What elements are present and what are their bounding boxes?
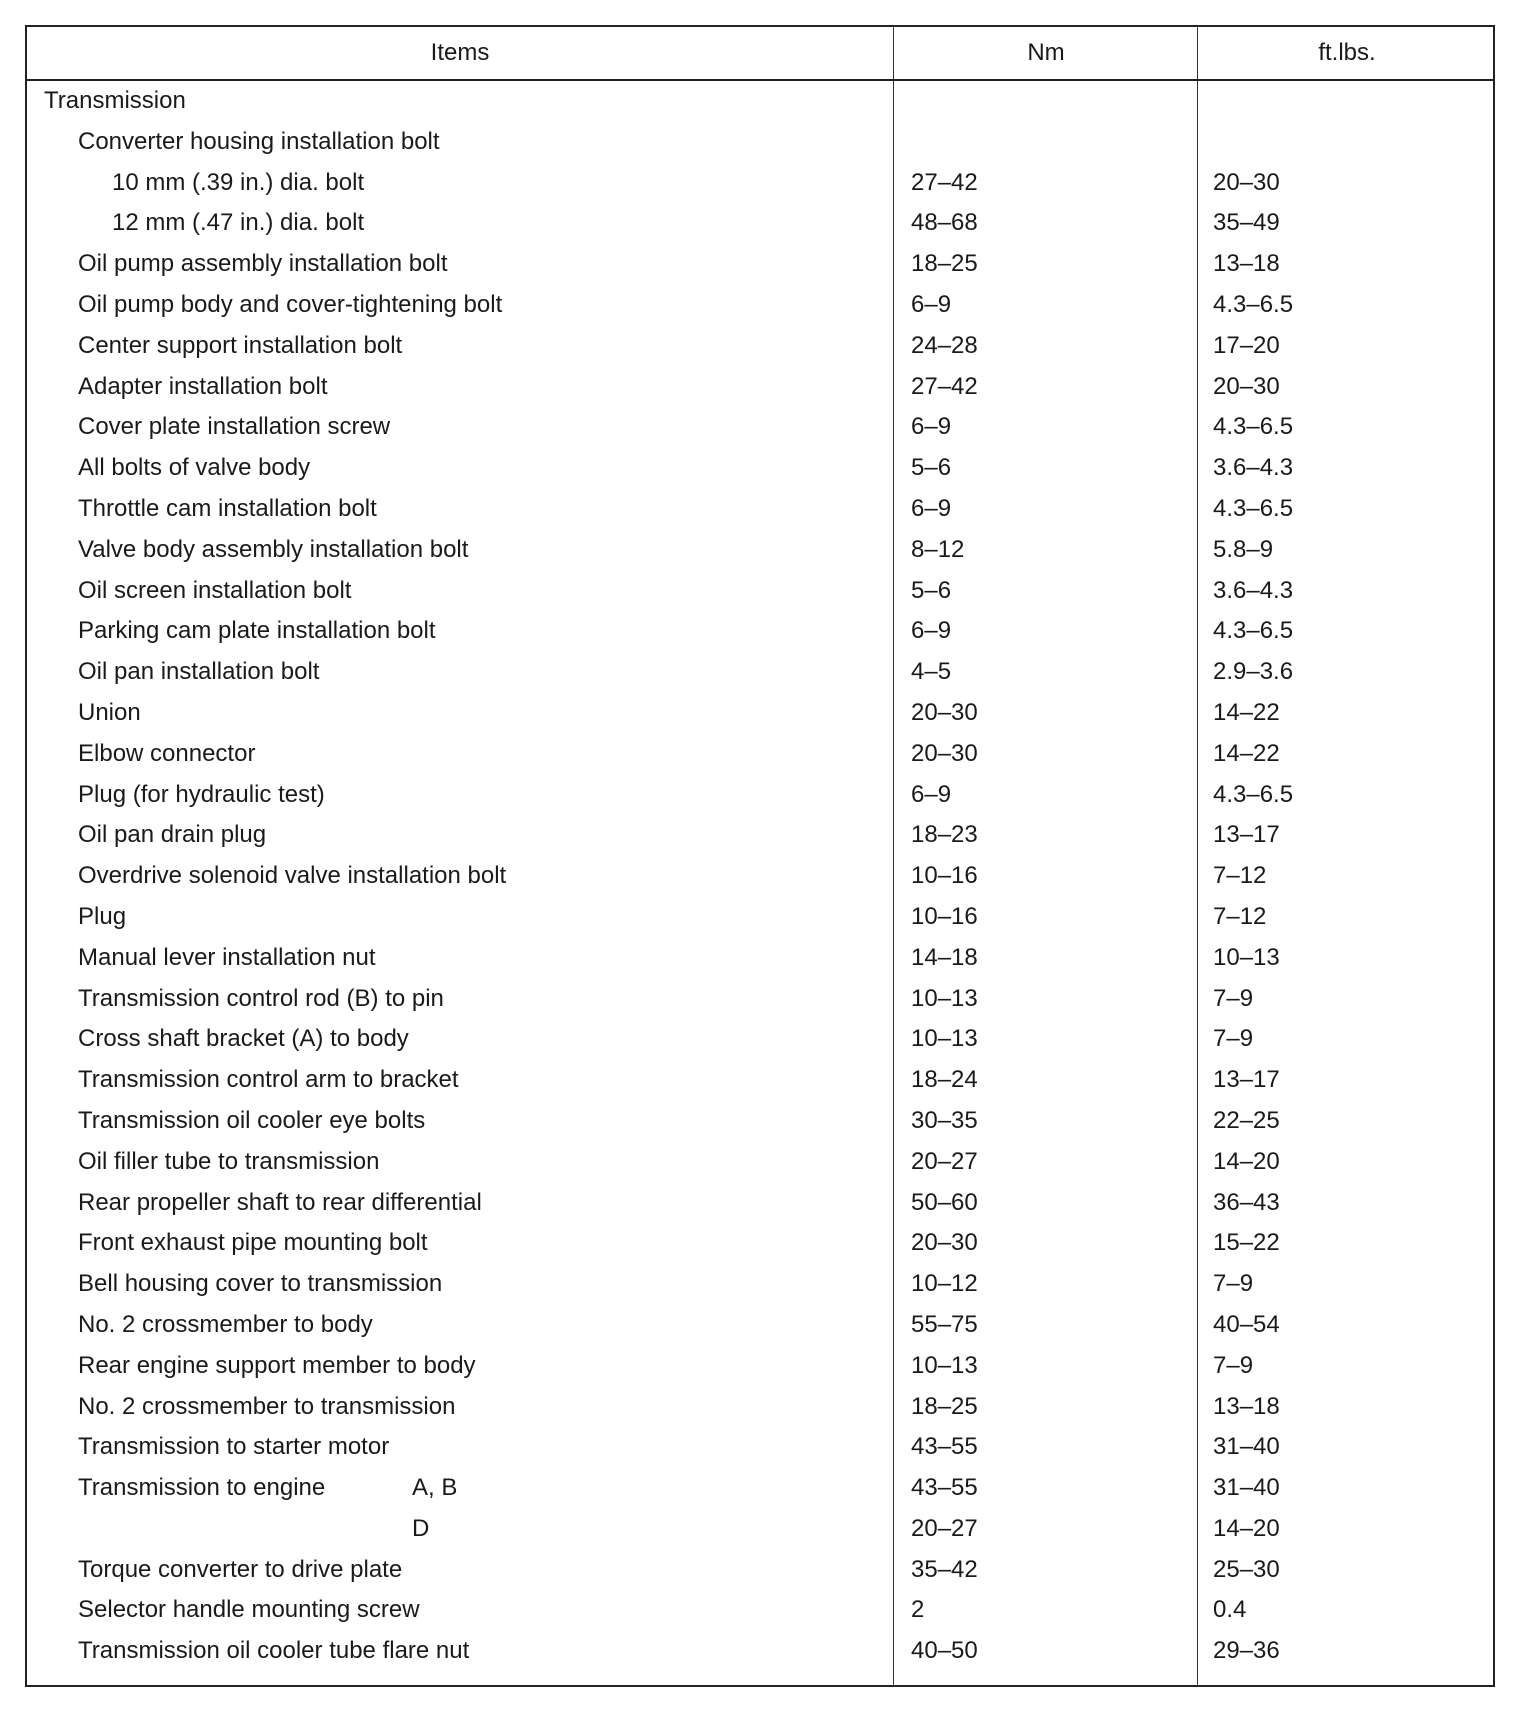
row-nm-value: 5–6 [911, 454, 952, 482]
row-item-label [27, 203, 972, 244]
item-text: Oil filler tube to transmission [78, 1147, 380, 1175]
row-item-label [27, 856, 938, 897]
row-item-label [27, 1305, 938, 1346]
row-item-label [27, 163, 972, 204]
table-row [27, 611, 1493, 652]
row-nm-value: 24–28 [911, 331, 978, 359]
row-item-label [27, 122, 938, 163]
row-ft-lbs-value: 5.8–9 [1213, 535, 1274, 563]
table-row [27, 571, 1493, 612]
item-text: Throttle cam installation bolt [78, 494, 377, 522]
header-nm: Nm [1027, 39, 1065, 66]
table-row [27, 775, 1493, 816]
item-text: No. 2 crossmember to transmission [78, 1392, 456, 1420]
item-text: Transmission to starter motor [78, 1433, 390, 1461]
table-body [27, 81, 1493, 1672]
row-nm-value: 35–42 [911, 1555, 978, 1583]
table-header [27, 27, 1493, 81]
row-nm-value: 55–75 [911, 1310, 978, 1338]
header-ft-lbs: ft.lbs. [1318, 39, 1376, 66]
row-item-label [27, 734, 938, 775]
table-row [27, 530, 1493, 571]
table-row [27, 489, 1493, 530]
table-row [27, 1387, 1493, 1428]
row-nm-value: 18–25 [911, 250, 978, 278]
row-nm-value: 20–27 [911, 1514, 978, 1542]
row-nm-value: 20–30 [911, 739, 978, 767]
table-row [27, 1223, 1493, 1264]
row-ft-lbs-value: 22–25 [1213, 1106, 1280, 1134]
row-ft-lbs-value: 13–18 [1213, 1392, 1280, 1420]
row-item-label [27, 407, 938, 448]
table-row [27, 1019, 1493, 1060]
row-item-label [27, 1590, 938, 1631]
row-ft-lbs-value: 29–36 [1213, 1637, 1280, 1665]
table-row [27, 938, 1493, 979]
row-ft-lbs-value: 14–22 [1213, 698, 1280, 726]
row-ft-lbs-value: 2.9–3.6 [1213, 658, 1294, 686]
torque-spec-table [25, 25, 1495, 1687]
item-text: Union [78, 698, 141, 726]
row-nm-value: 5–6 [911, 576, 952, 604]
row-ft-lbs-value: 4.3–6.5 [1213, 617, 1294, 645]
row-nm-value: 10–13 [911, 984, 978, 1012]
row-ft-lbs-value: 13–17 [1213, 821, 1280, 849]
row-nm-value: 30–35 [911, 1106, 978, 1134]
row-ft-lbs-value: 40–54 [1213, 1310, 1280, 1338]
row-item-label [27, 1101, 938, 1142]
table-row [27, 1427, 1493, 1468]
item-text: Adapter installation bolt [78, 372, 328, 400]
row-ft-lbs-value: 31–40 [1213, 1433, 1280, 1461]
row-item-label [27, 1142, 938, 1183]
item-text: Manual lever installation nut [78, 943, 376, 971]
row-item-label [27, 81, 904, 122]
row-item-label [27, 1387, 938, 1428]
row-ft-lbs-value: 10–13 [1213, 943, 1280, 971]
row-item-label [27, 1019, 938, 1060]
row-item-label [27, 611, 938, 652]
row-item-label [27, 367, 938, 408]
item-text: Oil pump body and cover-tightening bolt [78, 290, 503, 318]
table-row [27, 367, 1493, 408]
table-row [27, 1060, 1493, 1101]
table-row [27, 81, 1493, 122]
table-row [27, 1590, 1493, 1631]
item-text: Transmission control rod (B) to pin [78, 984, 444, 1012]
item-text: Parking cam plate installation bolt [78, 617, 436, 645]
row-ft-lbs-value: 36–43 [1213, 1188, 1280, 1216]
table-row [27, 1305, 1493, 1346]
row-item-label [27, 938, 938, 979]
item-text: Oil pump assembly installation bolt [78, 250, 448, 278]
item-text: Elbow connector [78, 739, 256, 767]
table-row [27, 326, 1493, 367]
item-text: Torque converter to drive plate [78, 1555, 403, 1583]
row-item-label [27, 244, 938, 285]
item-text: Converter housing installation bolt [78, 127, 440, 155]
table-row [27, 693, 1493, 734]
table-row [27, 1264, 1493, 1305]
row-nm-value: 10–16 [911, 862, 978, 890]
row-nm-value: 2 [911, 1596, 925, 1624]
row-nm-value: 48–68 [911, 209, 978, 237]
table-row [27, 815, 1493, 856]
row-ft-lbs-value: 14–22 [1213, 739, 1280, 767]
row-ft-lbs-value: 15–22 [1213, 1229, 1280, 1257]
table-row [27, 856, 1493, 897]
row-ft-lbs-value: 0.4 [1213, 1596, 1247, 1624]
row-nm-value: 10–16 [911, 902, 978, 930]
table-row [27, 1468, 1493, 1509]
row-ft-lbs-value: 4.3–6.5 [1213, 494, 1294, 522]
row-ft-lbs-value: 7–12 [1213, 862, 1267, 890]
row-nm-value: 18–25 [911, 1392, 978, 1420]
item-text: Transmission oil cooler eye bolts [78, 1106, 426, 1134]
header-items: Items [430, 39, 490, 66]
table-row [27, 1183, 1493, 1224]
item-text: Plug (for hydraulic test) [78, 780, 325, 808]
row-ft-lbs-value: 35–49 [1213, 209, 1280, 237]
row-nm-value: 10–13 [911, 1351, 978, 1379]
row-ft-lbs-value: 14–20 [1213, 1147, 1280, 1175]
row-item-label [27, 775, 938, 816]
table-row [27, 979, 1493, 1020]
item-text: Transmission to engine [78, 1474, 326, 1502]
row-ft-lbs-value: 3.6–4.3 [1213, 576, 1294, 604]
table-row [27, 1346, 1493, 1387]
row-nm-value: 40–50 [911, 1637, 978, 1665]
row-item-label [27, 1060, 938, 1101]
row-nm-value: 50–60 [911, 1188, 978, 1216]
table-row [27, 448, 1493, 489]
item-text: Bell housing cover to transmission [78, 1270, 443, 1298]
row-item-label [27, 815, 938, 856]
row-nm-value: 20–30 [911, 698, 978, 726]
row-ft-lbs-value: 14–20 [1213, 1514, 1280, 1542]
row-item-label [27, 571, 938, 612]
row-item-label [27, 489, 938, 530]
item-text: Selector handle mounting screw [78, 1596, 420, 1624]
table-row [27, 1101, 1493, 1142]
row-item-label [27, 693, 938, 734]
table-row [27, 244, 1493, 285]
row-nm-value: 27–42 [911, 168, 978, 196]
item-text: No. 2 crossmember to body [78, 1310, 373, 1338]
item-text: Transmission [44, 87, 186, 114]
row-ft-lbs-value: 20–30 [1213, 372, 1280, 400]
row-nm-value: 43–55 [911, 1474, 978, 1502]
row-item-label [27, 1183, 938, 1224]
row-nm-value: 27–42 [911, 372, 978, 400]
row-ft-lbs-value: 4.3–6.5 [1213, 413, 1294, 441]
item-text: Transmission control arm to bracket [78, 1066, 459, 1094]
row-ft-lbs-value: 13–17 [1213, 1066, 1280, 1094]
table-row [27, 734, 1493, 775]
table-row [27, 203, 1493, 244]
row-nm-value: 8–12 [911, 535, 965, 563]
item-text: Transmission oil cooler tube flare nut [78, 1637, 470, 1665]
row-nm-value: 6–9 [911, 780, 952, 808]
row-ft-lbs-value: 25–30 [1213, 1555, 1280, 1583]
row-ft-lbs-value: 3.6–4.3 [1213, 454, 1294, 482]
item-text: Cross shaft bracket (A) to body [78, 1025, 409, 1053]
row-ft-lbs-value: 7–12 [1213, 902, 1267, 930]
item-text: Center support installation bolt [78, 331, 403, 359]
row-nm-value: 4–5 [911, 658, 952, 686]
row-item-label [27, 652, 938, 693]
row-item-label [27, 530, 938, 571]
row-item-label [27, 448, 938, 489]
row-nm-value: 20–30 [911, 1229, 978, 1257]
table-row [27, 1142, 1493, 1183]
row-nm-value: 6–9 [911, 290, 952, 318]
item-text: Plug [78, 902, 127, 930]
row-nm-value: 10–12 [911, 1270, 978, 1298]
item-text: Overdrive solenoid valve installation bolt [78, 862, 507, 890]
table-row [27, 1550, 1493, 1591]
table-row [27, 652, 1493, 693]
row-nm-value: 10–13 [911, 1025, 978, 1053]
item-text: Rear engine support member to body [78, 1351, 476, 1379]
item-text: 10 mm (.39 in.) dia. bolt [112, 168, 365, 196]
item-text: Oil pan installation bolt [78, 658, 320, 686]
row-item-label [27, 1264, 938, 1305]
item-text: All bolts of valve body [78, 454, 311, 482]
table-row [27, 285, 1493, 326]
row-nm-value: 6–9 [911, 494, 952, 522]
item-text: Front exhaust pipe mounting bolt [78, 1229, 428, 1257]
row-nm-value: 6–9 [911, 413, 952, 441]
row-ft-lbs-value: 7–9 [1213, 984, 1254, 1012]
row-ft-lbs-value: 4.3–6.5 [1213, 780, 1294, 808]
row-ft-lbs-value: 7–9 [1213, 1270, 1254, 1298]
row-nm-value: 18–24 [911, 1066, 978, 1094]
row-item-label [27, 326, 938, 367]
row-item-label [27, 1468, 938, 1509]
table-row [27, 1509, 1493, 1550]
row-ft-lbs-value: 4.3–6.5 [1213, 290, 1294, 318]
row-ft-lbs-value: 31–40 [1213, 1474, 1280, 1502]
row-ft-lbs-value: 7–9 [1213, 1025, 1254, 1053]
table-row [27, 407, 1493, 448]
item-sub-label: A, B [412, 1474, 458, 1502]
row-nm-value: 43–55 [911, 1433, 978, 1461]
row-item-label [27, 1223, 938, 1264]
table-row [27, 897, 1493, 938]
row-item-label [27, 285, 938, 326]
table-row [27, 1631, 1493, 1672]
row-item-label [27, 1550, 938, 1591]
item-text: Rear propeller shaft to rear differential [78, 1188, 482, 1216]
row-ft-lbs-value: 13–18 [1213, 250, 1280, 278]
row-item-label [27, 1631, 938, 1672]
row-nm-value: 18–23 [911, 821, 978, 849]
item-text: Oil pan drain plug [78, 821, 267, 849]
table-row [27, 163, 1493, 204]
row-nm-value: 14–18 [911, 943, 978, 971]
row-item-label [27, 897, 938, 938]
item-text: Cover plate installation screw [78, 413, 391, 441]
row-ft-lbs-value: 7–9 [1213, 1351, 1254, 1379]
table-row [27, 122, 1493, 163]
row-ft-lbs-value: 20–30 [1213, 168, 1280, 196]
row-item-label [27, 1427, 938, 1468]
row-nm-value: 6–9 [911, 617, 952, 645]
row-item-label [27, 1346, 938, 1387]
item-text: 12 mm (.47 in.) dia. bolt [112, 209, 365, 237]
row-nm-value: 20–27 [911, 1147, 978, 1175]
item-sub-label: D [412, 1514, 430, 1542]
row-ft-lbs-value: 17–20 [1213, 331, 1280, 359]
item-text: Oil screen installation bolt [78, 576, 352, 604]
item-text: Valve body assembly installation bolt [78, 535, 469, 563]
row-item-label [27, 979, 938, 1020]
